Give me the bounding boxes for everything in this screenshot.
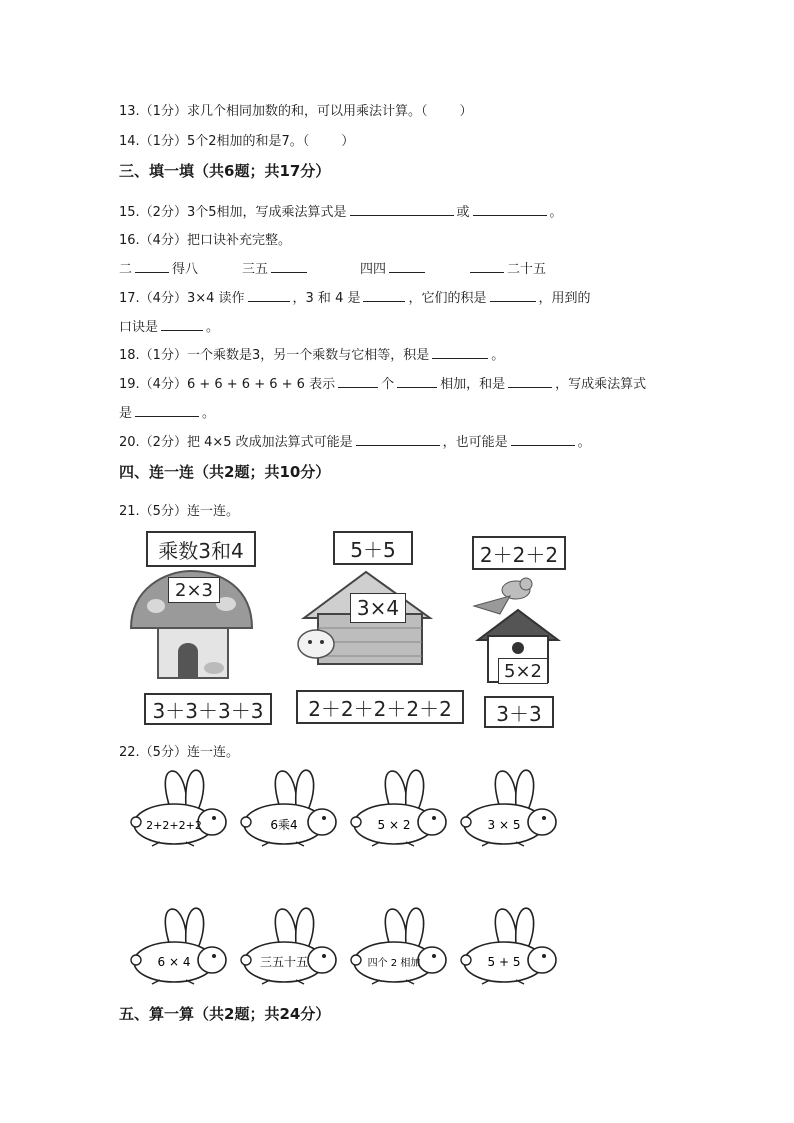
rabbit-label: 6 × 4 xyxy=(157,955,191,969)
answer-blank[interactable] xyxy=(432,346,488,359)
house-label-1: 2×3 xyxy=(168,577,220,603)
answer-blank[interactable] xyxy=(356,433,440,446)
rhyme-item-4: 二十五 xyxy=(467,258,546,277)
bottom-label-1[interactable]: 3＋3＋3＋3 xyxy=(144,693,272,725)
rabbit-label: 5 × 2 xyxy=(377,818,411,832)
question-18: 18.（1分）一个乘数是3，另一个乘数与它相等，积是 。 xyxy=(119,348,505,363)
answer-blank[interactable] xyxy=(508,375,552,388)
answer-blank[interactable] xyxy=(511,433,575,446)
answer-blank[interactable] xyxy=(389,260,425,273)
top-label-2[interactable]: 5＋5 xyxy=(333,531,413,565)
question-19-line2: 是 。 xyxy=(119,406,216,421)
rhyme-item-3: 四四 xyxy=(360,258,428,277)
rabbit-label: 3 × 5 xyxy=(487,818,521,832)
rabbit-4[interactable] xyxy=(461,770,556,846)
question-17: 17.（4分）3×4 读作 ，3 和 4 是 ，它们的积是 ，用到的 xyxy=(119,291,591,306)
answer-blank[interactable] xyxy=(397,375,437,388)
question-13: 13.（1分）求几个相同加数的和，可以用乘法计算。（ ） xyxy=(119,104,473,119)
section-heading-3: 三、填一填（共6题；共17分） xyxy=(119,162,331,180)
bottom-label-3[interactable]: 3＋3 xyxy=(484,696,554,728)
rabbit-7[interactable] xyxy=(351,908,446,984)
question-number: 13.（1分） xyxy=(119,104,187,119)
rabbit-label: 2+2+2+2 xyxy=(146,819,202,832)
answer-blank[interactable] xyxy=(135,260,169,273)
question-17-line2: 口诀是 。 xyxy=(119,320,220,335)
question-20: 20.（2分）把 4×5 改成加法算式可能是 ，也可能是 。 xyxy=(119,435,591,450)
rabbit-label: 5 + 5 xyxy=(487,955,521,969)
answer-blank[interactable] xyxy=(161,318,203,331)
question-22: 22.（5分）连一连。 xyxy=(119,745,239,760)
answer-blank[interactable] xyxy=(135,404,199,417)
answer-blank[interactable] xyxy=(271,260,307,273)
top-label-1[interactable]: 乘数3和4 xyxy=(146,531,256,567)
house-label-3: 5×2 xyxy=(498,658,548,684)
rabbit-1[interactable] xyxy=(131,770,226,846)
rabbit-row-2 xyxy=(128,900,588,990)
rabbit-label: 6乘4 xyxy=(270,818,298,832)
question-21: 21.（5分）连一连。 xyxy=(119,504,239,519)
answer-blank[interactable] xyxy=(473,203,547,216)
rabbit-8[interactable] xyxy=(461,908,556,984)
top-label-3[interactable]: 2＋2＋2 xyxy=(472,536,566,570)
answer-blank[interactable] xyxy=(363,289,405,302)
question-text: 求几个相同加数的和，可以用乘法计算。（ xyxy=(186,104,428,119)
answer-blank[interactable] xyxy=(470,260,504,273)
answer-blank[interactable] xyxy=(350,203,454,216)
question-number: 14.（1分） xyxy=(119,134,187,149)
question-16: 16.（4分）把口诀补充完整。 xyxy=(119,233,291,248)
rabbit-3[interactable] xyxy=(351,770,446,846)
rabbit-row-1 xyxy=(128,766,588,850)
house-label-2: 3×4 xyxy=(350,593,406,623)
rhyme-item-2: 三五 xyxy=(242,258,310,277)
section-heading-5: 五、算一算（共2题；共24分） xyxy=(119,1005,331,1023)
rhyme-item-1: 二 得八 xyxy=(119,262,199,277)
bottom-label-2[interactable]: 2＋2＋2＋2＋2 xyxy=(296,690,464,724)
answer-blank[interactable] xyxy=(248,289,290,302)
question-14: 14.（1分）5个2相加的和是7。（ ） xyxy=(119,134,355,149)
question-text: 5个2相加的和是7。（ xyxy=(186,134,310,149)
section-heading-4: 四、连一连（共2题；共10分） xyxy=(119,463,331,481)
answer-blank[interactable] xyxy=(338,375,378,388)
rabbit-label: 四个 2 相加 xyxy=(367,958,421,969)
rabbit-2[interactable] xyxy=(241,770,336,846)
rabbit-label: 三五十五 xyxy=(259,955,309,969)
question-15: 15.（2分）3个5相加，写成乘法算式是 或 。 xyxy=(119,205,563,220)
rabbit-5[interactable] xyxy=(131,908,226,984)
rabbit-6[interactable] xyxy=(241,908,336,984)
question-19: 19.（4分）6 + 6 + 6 + 6 + 6 表示 个 相加，和是 ，写成乘法算式 xyxy=(119,377,647,392)
answer-blank[interactable] xyxy=(490,289,536,302)
